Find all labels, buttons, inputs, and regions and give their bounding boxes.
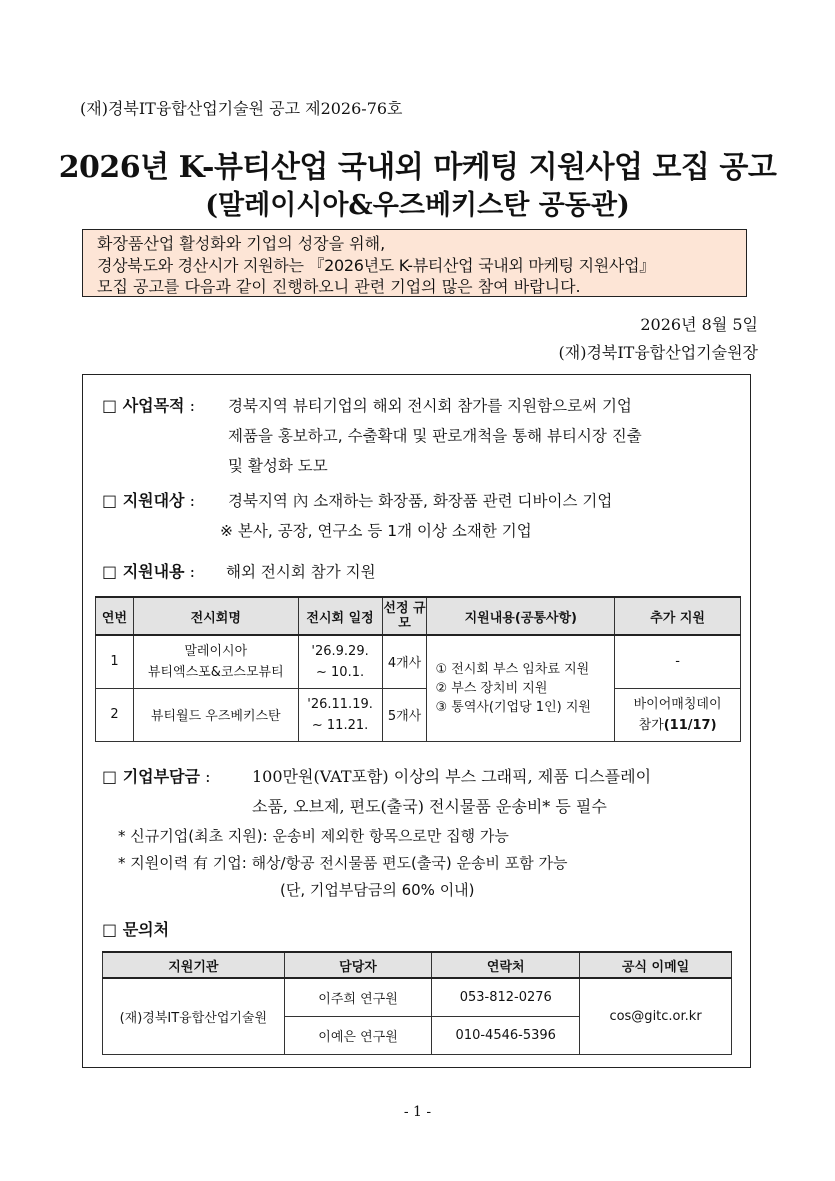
notice-number: (재)경북IT융합산업기술원 공고 제2026-76호 (80, 99, 403, 118)
exhibition-table (95, 596, 741, 742)
phone: 010-4546-5396 (432, 1016, 580, 1054)
contact-label: □ 문의처 (102, 920, 170, 939)
col-header: 추가 지원 (615, 597, 741, 635)
intro-box (82, 229, 747, 297)
content-text: 해외 전시회 참가 지원 (226, 563, 376, 581)
notice-date: 2026년 8월 5일 (640, 315, 758, 334)
col-header: 전시회명 (133, 597, 298, 635)
purpose-text: 경북지역 뷰티기업의 해외 전시회 참가를 지원함으로써 기업 제품을 홍보하고, 수출확대 및 판로개척을 통해 뷰티시장 진출 및 활성화 도모 (228, 397, 642, 475)
table-row: 2 뷰티월드 우즈베키스탄 '26.11.19. ~ 11.21. 5개사 바이어매칭데이 참가(11/17) (96, 688, 741, 741)
intro-line: 경상북도와 경산시가 지원하는 『2026년도 K-뷰티산업 국내외 마케팅 지원사업』 (97, 255, 655, 275)
target-note: ※ 본사, 공장, 연구소 등 1개 이상 소재한 기업 (220, 522, 532, 540)
col-header: 지원내용(공통사항) (427, 597, 615, 635)
org-name: (재)경북IT융합산업기술원 (103, 978, 285, 1054)
col-header: 연번 (96, 597, 134, 635)
purpose-label: □ 사업목적 : (102, 396, 195, 415)
burden-label: □ 기업부담금 : (102, 767, 211, 786)
phone: 053-812-0276 (432, 978, 580, 1016)
burden-note: * 신규기업(최초 지원): 운송비 제외한 항목으로만 집행 가능 (118, 827, 509, 845)
col-header: 연락처 (432, 952, 580, 978)
col-header: 공식 이메일 (580, 952, 732, 978)
table-row: 1 말레이시아 뷰티엑스포&코스모뷰티 '26.9.29. ~ 10.1. 4개사 ① 전시회 부스 임차료 지원 ② 부스 장치비 지원 ③ 통역사(기업당 1인) 지원 - (96, 635, 741, 688)
page-title: 2026년 K-뷰티산업 국내외 마케팅 지원사업 모집 공고 (58, 150, 777, 185)
intro-line: 화장품산업 활성화와 기업의 성장을 위해, (97, 234, 386, 253)
burden-note: (단, 기업부담금의 60% 이내) (280, 881, 475, 899)
person: 이주희 연구원 (284, 978, 432, 1016)
table-row (103, 978, 732, 1016)
email: cos@gitc.or.kr (580, 978, 732, 1054)
col-header: 선정 규모 (382, 597, 427, 635)
common-support: ① 전시회 부스 임차료 지원 ② 부스 장치비 지원 ③ 통역사(기업당 1인) 지원 (427, 635, 615, 741)
col-header: 담당자 (284, 952, 432, 978)
burden-note: * 지원이력 有 기업: 해상/항공 전시물품 편도(출국) 운송비 포함 가능 (118, 854, 568, 872)
burden-text: 100만원(VAT포함) 이상의 부스 그래픽, 제품 디스플레이 소품, 오브제, 편도(출국) 전시물품 운송비* 등 필수 (252, 767, 652, 816)
content-label: □ 지원내용 : (102, 562, 195, 581)
contact-table (102, 951, 732, 1055)
col-header: 전시회 일정 (298, 597, 382, 635)
target-label: □ 지원대상 : (102, 491, 195, 510)
col-header: 지원기관 (103, 952, 285, 978)
intro-line: 모집 공고를 다음과 같이 진행하오니 관련 기업의 많은 참여 바랍니다. (97, 277, 581, 296)
person: 이예은 연구원 (284, 1016, 432, 1054)
page-number: - 1 - (403, 1104, 432, 1120)
target-text: 경북지역 內 소재하는 화장품, 화장품 관련 디바이스 기업 (228, 492, 613, 510)
issuer: (재)경북IT융합산업기술원장 (558, 343, 758, 362)
page-subtitle: (말레이시아&우즈베키스탄 공동관) (205, 190, 630, 221)
